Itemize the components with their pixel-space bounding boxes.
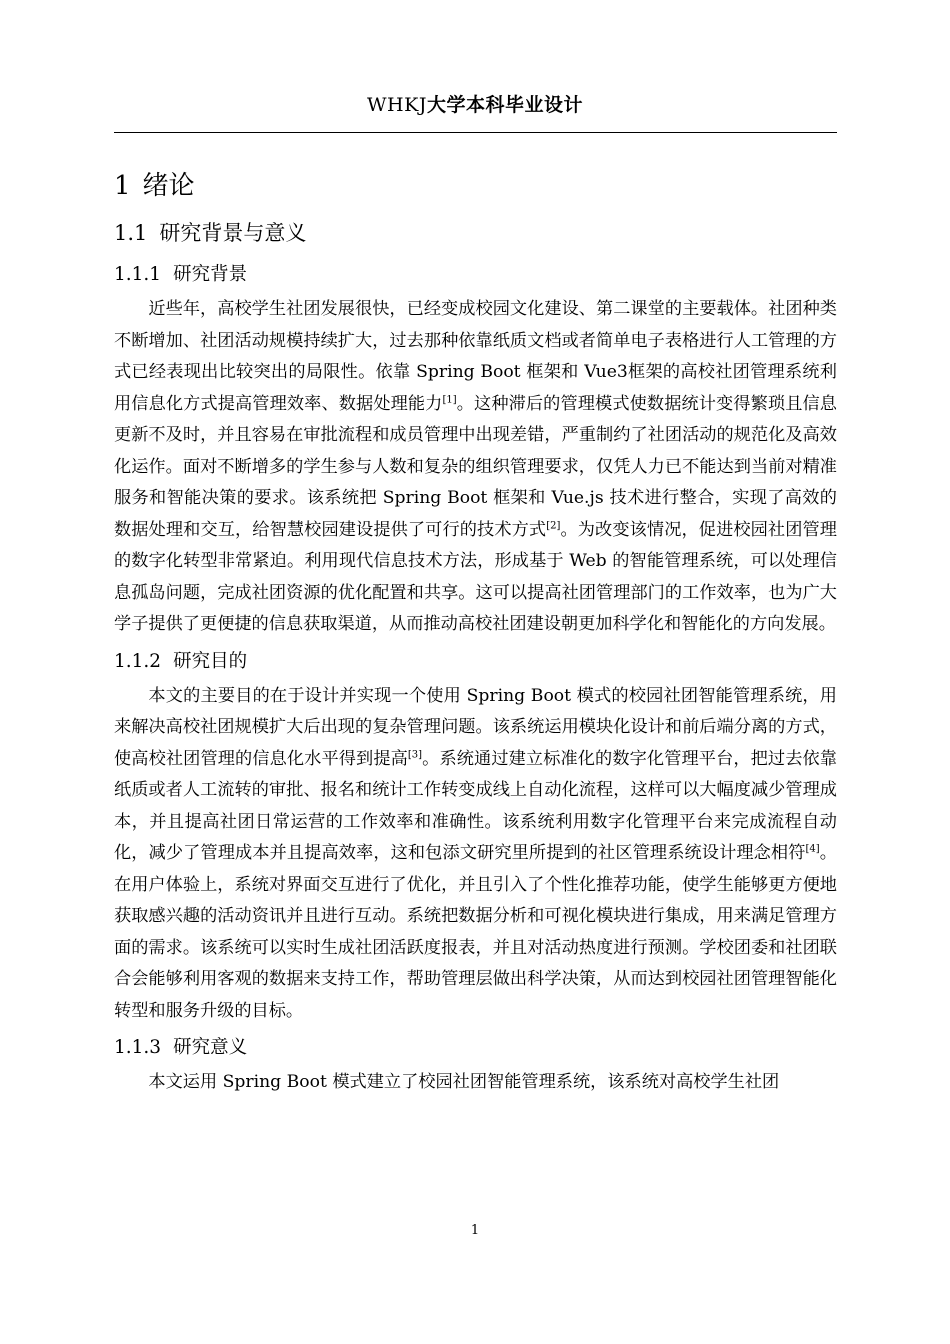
subsection-title: 研究目的 xyxy=(173,650,248,672)
subsection-heading-significance xyxy=(114,1033,837,1063)
subsection-number: 1.1.3 xyxy=(114,1037,162,1058)
section-number: 1.1 xyxy=(114,221,148,245)
page-number: 1 xyxy=(470,1223,480,1238)
paragraph-significance: 本文运用 Spring Boot 模式建立了校园社团智能管理系统，该系统对高校学生社团 xyxy=(148,1072,780,1092)
section-title: 研究背景与意义 xyxy=(159,221,307,245)
subsection-title: 研究背景 xyxy=(173,264,248,285)
citation-ref: [1] xyxy=(442,393,457,405)
paragraph-purpose: 本文的主要目的在于设计并实现一个使用 Spring Boot 模式的校园社团智能管理系统，用来解决高校社团规模扩大后出现的复杂管理问题。该系统运用模块化设计和前后端分离的方式，使高校社团管理的信息化水平得到提高[3]。系统通过建立标准化的数字化管理平台，把过去依靠纸质或者人工流转的审批、报名和统计工作转变成线上自动化流程，这样可以大幅度减少管理成本，并且提高社团日常运营的工作效率和准确性。该系统利用数字化管理平台来完成流程自动化，减少了管理成本并且提高效率，这和包添文研究里所提到的社区管理系统设计理念相符[4]。在用户体验上，系统对界面交互进行了优化，并且引入了个性化推荐功能，使学生能够更方便地获取感兴趣的活动资讯并且进行互动。系统把数据分析和可视化模块进行集成，用来满足管理方面的需求。该系统可以实时生成社团活跃度报表，并且对活动热度进行预测。学校团委和社团联合会能够利用客观的数据来支持工作，帮助管理层做出科学决策，从而达到校园社团管理智能化转型和服务升级的目标。 xyxy=(114,685,837,1021)
page-header xyxy=(0,92,950,118)
header-title: 大学本科毕业设计 xyxy=(426,94,583,116)
section-heading xyxy=(114,216,837,250)
chapter-title: 绪论 xyxy=(142,171,195,201)
citation-ref: [2] xyxy=(546,519,561,531)
chapter-heading xyxy=(114,166,837,206)
citation-ref: [3] xyxy=(407,748,423,760)
document-body xyxy=(114,166,837,1105)
subsection-number: 1.1.1 xyxy=(114,264,162,285)
subsection-heading-purpose xyxy=(114,647,837,677)
subsection-title: 研究意义 xyxy=(173,1037,248,1058)
subsection-heading-background xyxy=(114,260,837,290)
chapter-number: 1 xyxy=(114,171,131,201)
header-rule xyxy=(114,132,837,133)
citation-ref: [4] xyxy=(805,843,820,855)
header-latin: WHKJ xyxy=(367,94,427,116)
paragraph-background: 近些年，高校学生社团发展很快，已经变成校园文化建设、第二课堂的主要载体。社团种类不断增加、社团活动规模持续扩大，过去那种依靠纸质文档或者简单电子表格进行人工管理的方式已经表现出比较突出的局限性。依靠 Spring Boot 框架和 Vue3框架的高校社团管理系统利用信息化方式提高管理效率、数据处理能力[1]。这种滞后的管理模式使数据统计变得繁琐且信息更新不及时，并且容易在审批流程和成员管理中出现差错，严重制约了社团活动的规范化及高效化运作。面对不断增多的学生参与人数和复杂的组织管理要求，仅凭人力已不能达到当前对精准服务和智能决策的要求。该系统把 Spring Boot 框架和 Vue.js 技术进行整合，实现了高效的数据处理和交互，给智慧校园建设提供了可行的技术方式[2]。为改变该情况，促进校园社团管理的数字化转型非常紧迫。利用现代信息技术方法，形成基于 Web 的智能管理系统，可以处理信息孤岛问题，完成社团资源的优化配置和共享。这可以提高社团管理部门的工作效率，也为广大学子提供了更便捷的信息获取渠道，从而推动高校社团建设朝更加科学化和智能化的方向发展。 xyxy=(114,299,837,634)
subsection-number: 1.1.2 xyxy=(114,650,162,672)
